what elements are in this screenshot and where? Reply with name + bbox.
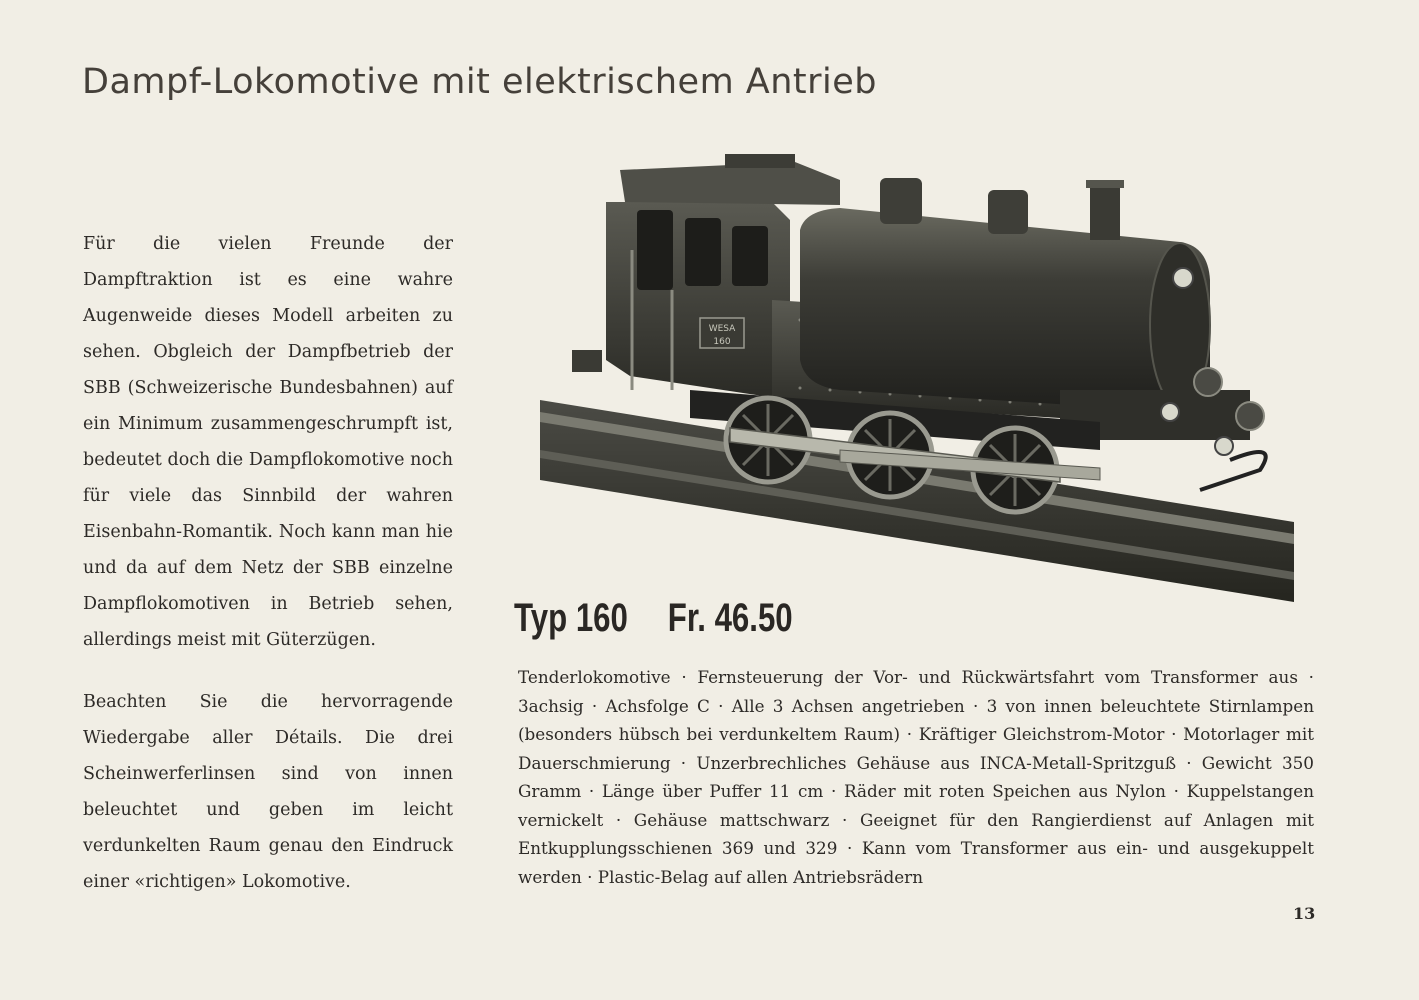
model-type: Typ 160 (514, 596, 628, 640)
sand-dome (988, 190, 1028, 234)
buffer-left (1194, 368, 1222, 396)
cab-roof (620, 162, 840, 205)
plate-number: 160 (713, 337, 731, 347)
cab-window-2 (685, 218, 721, 286)
model-heading (514, 596, 793, 641)
intro-paragraph-1: Für die vielen Freunde der Dampftraktion ist es eine wahre Augenweide dieses Modell arbeiten zu sehen. Obgleich der Dampfbetrieb der SBB (Schweizerische Bundesbahnen) auf ein Minimum zusammengeschrumpft ist, bedeutet doch die Dampflokomotive noch für viele das Sinnbild der wahren Eisenbahn-Romantik. Noch kann man hie und da auf dem Netz der SBB einzelne Dampflokomotiven in Betrieb sehen, allerdings meist mit Güterzügen. (83, 234, 453, 650)
buffer-right (1236, 402, 1264, 430)
boiler (800, 208, 1210, 412)
headlamp-top (1173, 268, 1193, 288)
cab-window-1 (637, 210, 673, 290)
steam-dome (880, 178, 922, 224)
chimney (1090, 184, 1120, 240)
model-price: Fr. 46.50 (667, 596, 793, 640)
specifications: Tenderlokomotive · Fernsteuerung der Vor- und Rückwärtsfahrt vom Transformer aus · 3achsig · Achsfolge C · Alle 3 Achsen angetrieben · 3 von innen beleuchtete Stirnlampen (besonders hübsch bei verdunkeltem Raum) · Kräftiger Gleichstrom-Motor · Motorlager mit Dauerschmierung · Unzerbrechliches Gehäuse aus INCA-Metall-Spritzguß · Gewicht 350 Gramm · Länge über Puffer 11 cm · Räder mit roten Speichen aus Nylon · Kuppelstangen vernickelt · Gehäuse mattschwarz · Geeignet für den Rangierdienst auf Anlagen mit Entkupplungsschienen 369 und 329 · Kann vom Transformer aus ein- und ausgekuppelt werden · Plastic-Belag auf allen Antriebsrädern (518, 667, 1314, 887)
headlamp-left (1161, 403, 1179, 421)
plate-brand: WESA (708, 324, 736, 334)
page-number: 13 (1293, 904, 1316, 923)
headlamp-right (1215, 437, 1233, 455)
coupler-hook (1200, 452, 1266, 490)
intro-paragraph-2: Beachten Sie die hervorragende Wiedergabe aller Détails. Die drei Scheinwerferlinsen sind von innen beleuchtet und geben im leicht verdunkelten Raum genau den Eindruck einer «richtigen» Lokomotive. (83, 692, 453, 892)
locomotive-photo (540, 150, 1294, 602)
locomotive-illustration (540, 150, 1294, 602)
page-title: Dampf-Lokomotive mit elektrischem Antrieb (82, 62, 877, 102)
cab-window-3 (732, 226, 768, 286)
